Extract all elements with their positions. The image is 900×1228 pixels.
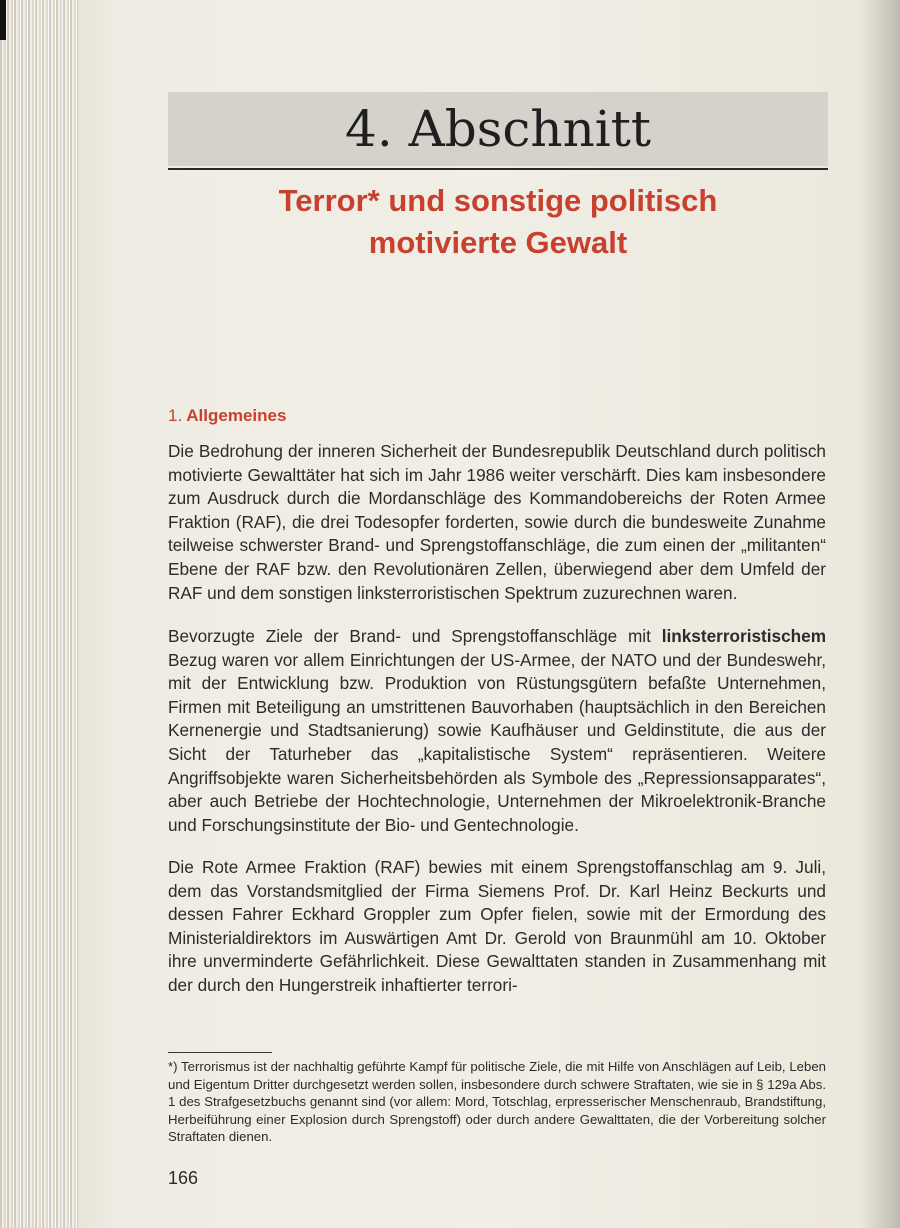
chapter-divider (168, 168, 828, 170)
footnote: *) Terrorismus ist der nachhaltig geführte Kampf für politische Ziele, die mit Hilfe von Anschlägen auf Leib, Leben und Eigentum Dritter durchgesetzt werden sollen, insbesondere durch schwere Straftaten, wie sie in § 129a Abs. 1 des Strafgesetzbuchs genannt sind (vor allem: Mord, Totschlag, erpresserischer Menschenraub, Brandstiftung, Herbeiführung einer Explosion durch Sprengstoff) oder durch andere Gewalttaten, die der Vorbereitung solcher Straftaten dienen. (168, 1059, 826, 1145)
section-title: Allgemeines (186, 406, 287, 425)
chapter-title: 4. Abschnitt (345, 100, 651, 158)
page-number: 166 (168, 1168, 199, 1188)
paragraph-2 (168, 625, 826, 837)
paragraph-1: Die Bedrohung der inneren Sicherheit der Bundesrepublik Deutschland durch politisch motivierte Gewalttäter hat sich im Jahr 1986 weiter verschärft. Dies kam insbesondere zum Ausdruck durch die Mordanschläge des Kommandobereichs der Roten Armee Fraktion (RAF), die drei Todesopfer forderten, sowie durch die bundesweite Zunahme teilweise schwerster Brand- und Sprengstoffanschläge, die zum einen der „militanten“ Ebene der RAF bzw. den Revolutionären Zellen, überwiegend aber dem Umfeld der RAF und dem sonstigen linksterroristischen Spektrum zuzurechnen waren. (168, 441, 826, 603)
footnote-divider (168, 1052, 272, 1053)
paragraph-2-start: Bevorzugte Ziele der Brand- und Sprengstoffanschläge mit (168, 626, 662, 646)
paragraph-2-rest: Bezug waren vor allem Einrichtungen der US-Armee, der NATO und der Bundeswehr, mit der Entwicklung bzw. Produktion von Rüstungsgütern befaßte Unternehmen, Firmen mit Beteiligung an umstrittenen Bauvorhaben (hauptsächlich in den Bereichen Kernenergie und Stadtsanierung) sowie Kaufhäuser und Geldinstitute, die aus der Sicht der Taturheber das „kapitalistische System“ repräsentieren. Weitere Angriffsobjekte waren Sicherheitsbehörden als Symbole des „Repressionsapparates“, aber auch Betriebe der Hochtechnologie, Unternehmen der Mikroelektronik-Branche und Forschungsinstitute der Bio- und Gentechnologie. (168, 649, 826, 835)
chapter-subtitle (168, 180, 828, 264)
section-heading (168, 406, 286, 426)
paragraph-2-bold-term: linksterroristischem (661, 626, 826, 646)
paragraph-3: Die Rote Armee Fraktion (RAF) bewies mit einem Sprengstoffanschlag am 9. Juli, dem das Vorstandsmitglied der Firma Siemens Prof. Dr. Karl Heinz Beckurts und dessen Fahrer Eckhard Groppler zum Opfer fielen, sowie mit der Ermordung des Ministerialdirektors im Auswärtigen Amt Dr. Gerold von Braunmühl am 10. Oktober ihre unverminderte Gefährlichkeit. Diese Gewalttaten standen in Zusammenhang mit der durch den Hungerstreik inhaftierter terrori- (168, 857, 826, 995)
section-number: 1. (168, 406, 183, 425)
binding-mark (0, 0, 6, 40)
chapter-subtitle-line-2: motivierte Gewalt (368, 225, 628, 260)
chapter-subtitle-line-1: Terror* und sonstige politisch (278, 183, 718, 218)
book-spine-edge (0, 0, 78, 1228)
